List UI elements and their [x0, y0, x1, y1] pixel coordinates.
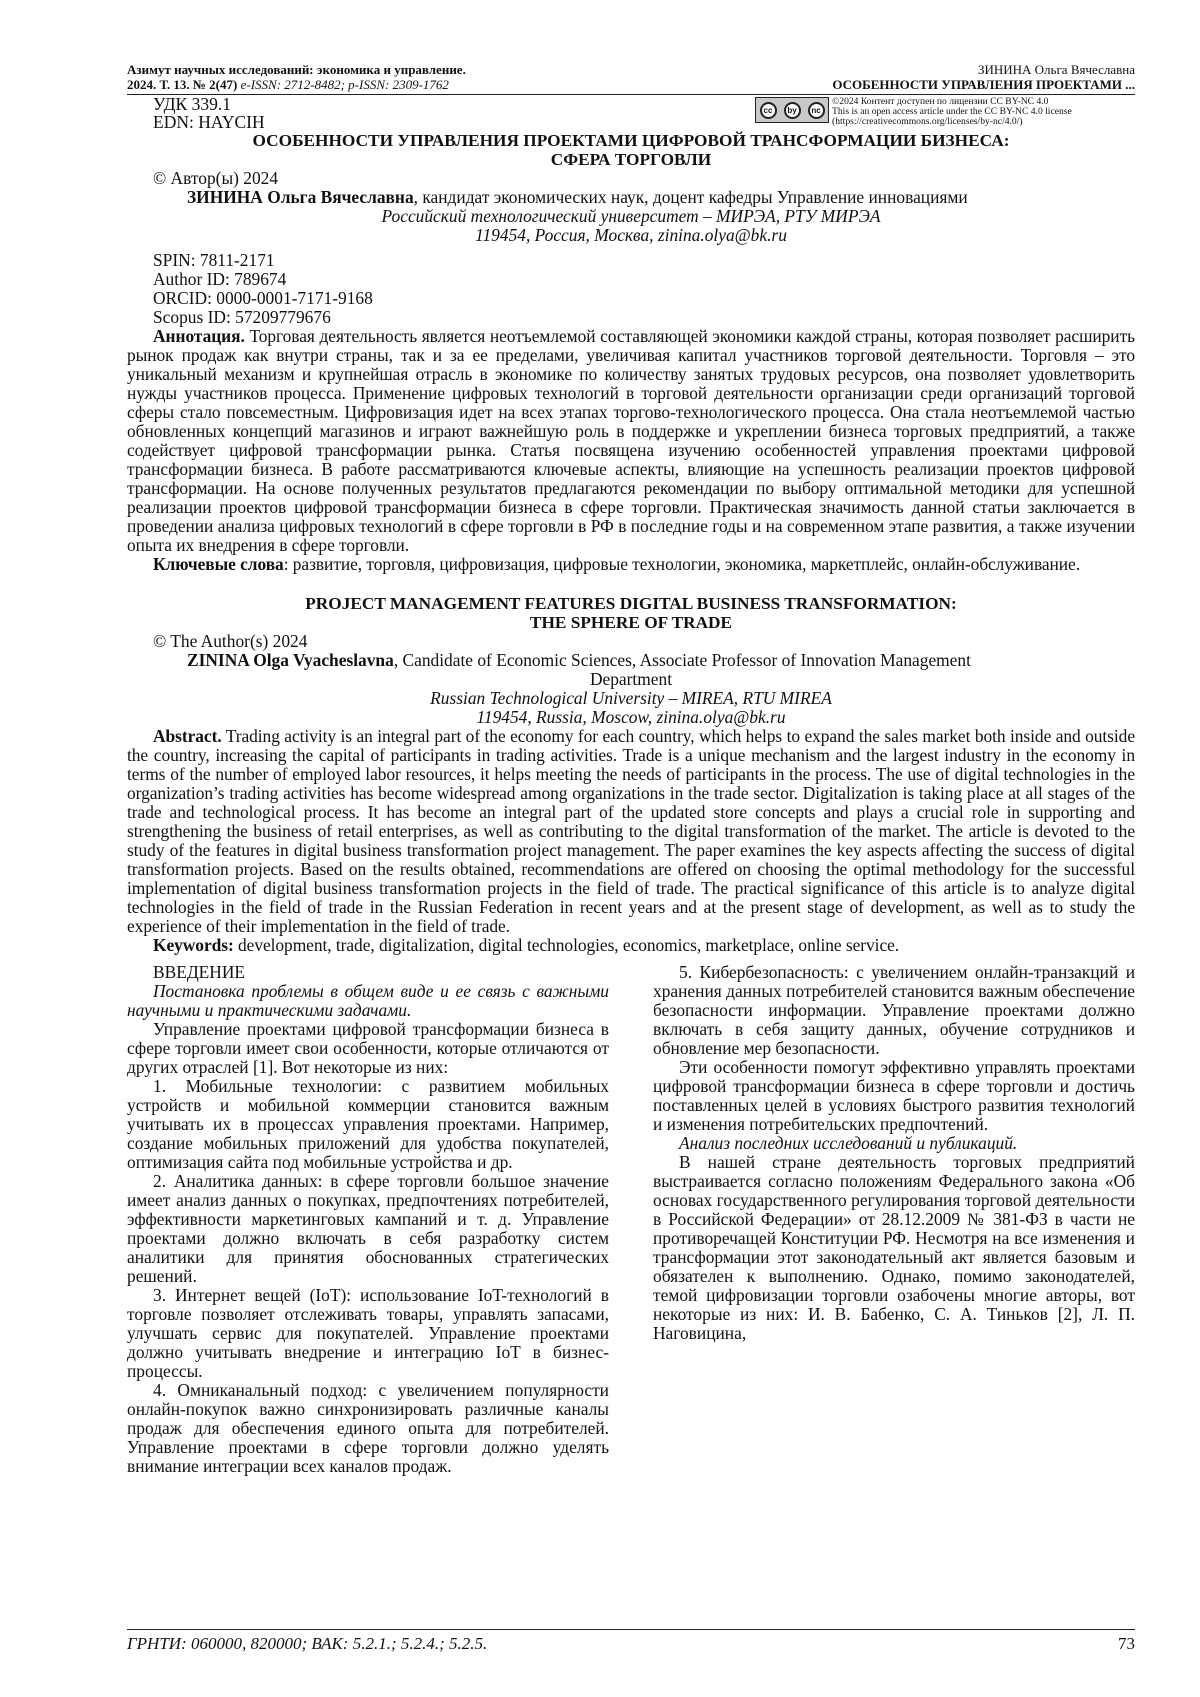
- ru-keywords: [127, 555, 1135, 574]
- nc-icon: nc: [808, 102, 825, 119]
- ru-title-line: СФЕРА ТОРГОВЛИ: [550, 150, 712, 169]
- ru-abstract-text: Торговая деятельность является неотъемлемой составляющей экономики каждой страны, которая позволяет расширить рынок продаж как внутри страны, так и за ее пределами, увеличивая капитал участников торговой деятельности. Торговля – это уникальный механизм и крупнейшая отрасль в экономике по количеству занятых трудовых ресурсов, она позволяет удовлетворить нужды участников процесса. Применение цифровых технологий в торговой деятельности организации среди организаций торговой сферы стало повсеместным. Цифровизация идет на всех этапах торгово-технологического процесса. Она стала неотъемлемой частью обновленных концепций магазинов и играют важнейшую роль в поддержке и укреплении бизнеса торговых предприятий, а также содействует цифровой трансформации рынка. Статья посвящена изучению особенностей управления проектами цифровой трансформации бизнеса. В работе рассматриваются ключевые аспекты, влияющие на успешность реализации проектов цифровой трансформации. На основе полученных результатов предлагаются рекомендации по выбору оптимальной методики для успешной реализации проектов цифровой трансформации бизнеса в сфере торговли. Практическая значимость данной статьи заключается в проведении анализа цифровых технологий в сфере торговли в РФ в последние годы и на современном этапе развития, а также изучении опыта их внедрения в сфере торговли.: [127, 326, 1135, 555]
- en-keywords-label: Keywords:: [153, 935, 234, 955]
- article-info: [832, 62, 1135, 92]
- page-footer: [127, 1629, 1135, 1653]
- ru-keywords-label: Ключевые слова: [153, 554, 284, 574]
- journal-info: [127, 62, 466, 92]
- classification-codes: ГРНТИ: 060000, 820000; ВАК: 5.2.1.; 5.2.4.; 5.2.5.: [127, 1634, 488, 1653]
- license-block: [755, 97, 1122, 127]
- list-item: 3. Интернет вещей (IoT): использование IoT-технологий в торговле позволяет отслеживать товары, управлять запасами, улучшать сервис для покупателей. Управление проектами должно учитывать внедрение и интеграцию IoT в бизнес-процессы.: [127, 1285, 609, 1381]
- meta-block: [153, 95, 1135, 131]
- journal-issue: 2024. Т. 13. № 2(47): [127, 77, 238, 92]
- en-affiliation: Russian Technological University – MIREA, RTU MIREA: [430, 688, 832, 708]
- subheading: Постановка проблемы в общем виде и ее связь с важными научными и практическими задачами.: [127, 981, 609, 1020]
- running-header: [127, 62, 1135, 92]
- body-columns: [127, 963, 1135, 1476]
- list-item: 5. Кибербезопасность: с увеличением онлайн-транзакций и хранения данных потребителей становится важным обеспечение безопасности информации. Управление проектами должно включать в себя защиту данных, обучение сотрудников и обновление мер безопасности.: [653, 962, 1135, 1058]
- ru-abstract-label: Аннотация.: [153, 326, 245, 346]
- ru-author-name: ЗИНИНА Ольга Вячеславна: [187, 187, 414, 207]
- en-title: [127, 594, 1135, 632]
- ru-address: 119454, Россия, Москва, zinina.olya@bk.ru: [475, 225, 787, 245]
- list-item: 4. Омниканальный подход: с увеличением популярности онлайн-покупок важно синхронизировать различные каналы продаж для обеспечения единого опыта для потребителей. Управление проектами в сфере торговли должно уделять внимание интеграции всех каналов продаж.: [127, 1380, 609, 1476]
- en-keywords-text: development, trade, digitalization, digital technologies, economics, marketplace, online service.: [233, 935, 900, 955]
- header-title: ОСОБЕННОСТИ УПРАВЛЕНИЯ ПРОЕКТАМИ ...: [832, 77, 1135, 92]
- ru-author-desc: , кандидат экономических наук, доцент кафедры Управление инновациями: [413, 187, 968, 207]
- by-icon: by: [784, 102, 801, 119]
- ru-keywords-text: : развитие, торговля, цифровизация, цифровые технологии, экономика, маркетплейс, онлайн-обслуживание.: [283, 554, 1081, 574]
- header-author: ЗИНИНА Ольга Вячеславна: [977, 62, 1135, 77]
- en-address: 119454, Russia, Moscow, zinina.olya@bk.ru: [476, 707, 786, 727]
- page-number: 73: [1118, 1634, 1135, 1653]
- right-column: [653, 963, 1135, 1476]
- en-author-desc: , Candidate of Economic Sciences, Associate Professor of Innovation Management: [393, 650, 971, 670]
- ru-author: [187, 188, 1135, 207]
- en-title-line: THE SPHERE OF TRADE: [529, 613, 733, 632]
- paragraph: В нашей стране деятельность торговых предприятий выстраивается согласно положениям Федерального закона «Об основах государственного регулирования торговой деятельности в Российской Федерации» от 28.12.2009 № 381-ФЗ в части не противоречащей Конституции РФ. Несмотря на все изменения и трансформации этот законодательный акт является базовым и обязателен к выполнению. Однако, помимо законодателей, темой цифровизации торговли озабочены многие авторы, вот некоторые из них: И. В. Бабенко, С. А. Тиньков [2], Л. П. Наговицина,: [653, 1152, 1135, 1343]
- license-line: ©2024 Контент доступен по лицензии CC BY-NC 4.0: [832, 96, 1049, 107]
- ru-title-line: ОСОБЕННОСТИ УПРАВЛЕНИЯ ПРОЕКТАМИ ЦИФРОВОЙ ТРАНСФОРМАЦИИ БИЗНЕСА:: [252, 131, 1010, 150]
- article-page: [127, 62, 1135, 1476]
- journal-issn: e-ISSN: 2712-8482; p-ISSN: 2309-1762: [240, 77, 449, 92]
- en-title-line: PROJECT MANAGEMENT FEATURES DIGITAL BUSINESS TRANSFORMATION:: [305, 594, 957, 613]
- cc-icon: cc: [760, 102, 777, 119]
- left-column: [127, 963, 609, 1476]
- ru-copyright: © Автор(ы) 2024: [153, 168, 279, 188]
- ru-title: [127, 131, 1135, 169]
- udk: УДК 339.1: [153, 94, 231, 114]
- subheading: Анализ последних исследований и публикаций.: [679, 1133, 1018, 1153]
- section-heading: ВВЕДЕНИЕ: [153, 962, 246, 982]
- ru-spin: SPIN: 7811-2171: [153, 250, 275, 270]
- license-text: [832, 97, 1122, 127]
- en-abstract-label: Abstract.: [153, 726, 222, 746]
- en-abstract-text: Trading activity is an integral part of the economy for each country, which helps to expand the sales market both inside and outside the country, increasing the capital of participants in trading activities. Trade is a unique mechanism and the largest industry in the economy in terms of the number of employed labor resources, it helps meeting the needs of participants in the process. The use of digital technologies in the organization’s trading activities has become widespread among organizations in the trade sector. Digitalization is taking place at all stages of the trade and technological process. It has become an integral part of the updated store concepts and plays a crucial role in supporting and strengthening the business of retail enterprises, as well as contributing to the digital transformation of the market. The article is devoted to the study of the features in digital business transformation project management. The paper examines the key aspects affecting the success of digital transformation projects. Based on the results obtained, recommendations are offered on choosing the optimal methodology for the successful implementation of digital business transformation projects in the field of trade. The practical significance of this article is to analyze digital technologies in the field of trade in the Russian Federation in recent years and at the present stage of development, as well as to study the experience of their implementation in the field of trade.: [127, 726, 1135, 936]
- ru-abstract: [127, 327, 1135, 555]
- ru-scopus-id: Scopus ID: 57209779676: [153, 307, 331, 327]
- license-link[interactable]: (https://creativecommons.org/licenses/by-nc/4.0/): [832, 116, 1023, 127]
- en-copyright: © The Author(s) 2024: [153, 631, 308, 651]
- paragraph: Управление проектами цифровой трансформации бизнеса в сфере торговли имеет свои особенности, которые отличаются от других отраслей [1]. Вот некоторые из них:: [127, 1019, 609, 1077]
- ru-affiliation: Российский технологический университет – МИРЭА, РТУ МИРЭА: [381, 206, 881, 226]
- edn: EDN: HAYCIH: [153, 112, 265, 132]
- paragraph: Эти особенности помогут эффективно управлять проектами цифровой трансформации бизнеса в сфере торговли и достичь поставленных целей в условиях быстрого развития технологий и изменения потребительских предпочтений.: [653, 1057, 1135, 1134]
- ru-author-id: Author ID: 789674: [153, 269, 287, 289]
- en-author-desc-cont: Department: [589, 669, 673, 689]
- en-author: [187, 651, 1135, 670]
- list-item: 2. Аналитика данных: в сфере торговли большое значение имеет анализ данных о покупках, предпочтениях потребителей, эффективности маркетинговых кампаний и т. д. Управление проектами должно включать в себя разработку систем аналитики для принятия обоснованных стратегических решений.: [127, 1171, 609, 1286]
- ru-orcid: ORCID: 0000-0001-7171-9168: [153, 288, 373, 308]
- list-item: 1. Мобильные технологии: с развитием мобильных устройств и мобильной коммерции становится важным учитывать их в процессах управления проектами. Например, создание мобильных приложений для удобства покупателей, оптимизация сайта под мобильные устройства и др.: [127, 1076, 609, 1172]
- license-line: This is an open access article under the CC BY-NC 4.0 license: [832, 106, 1072, 117]
- cc-license-badge[interactable]: [755, 97, 829, 123]
- en-keywords: [127, 936, 1135, 955]
- en-abstract: [127, 727, 1135, 936]
- en-author-name: ZININA Olga Vyacheslavna: [187, 650, 394, 670]
- journal-name: Азимут научных исследований: экономика и управление.: [127, 62, 466, 77]
